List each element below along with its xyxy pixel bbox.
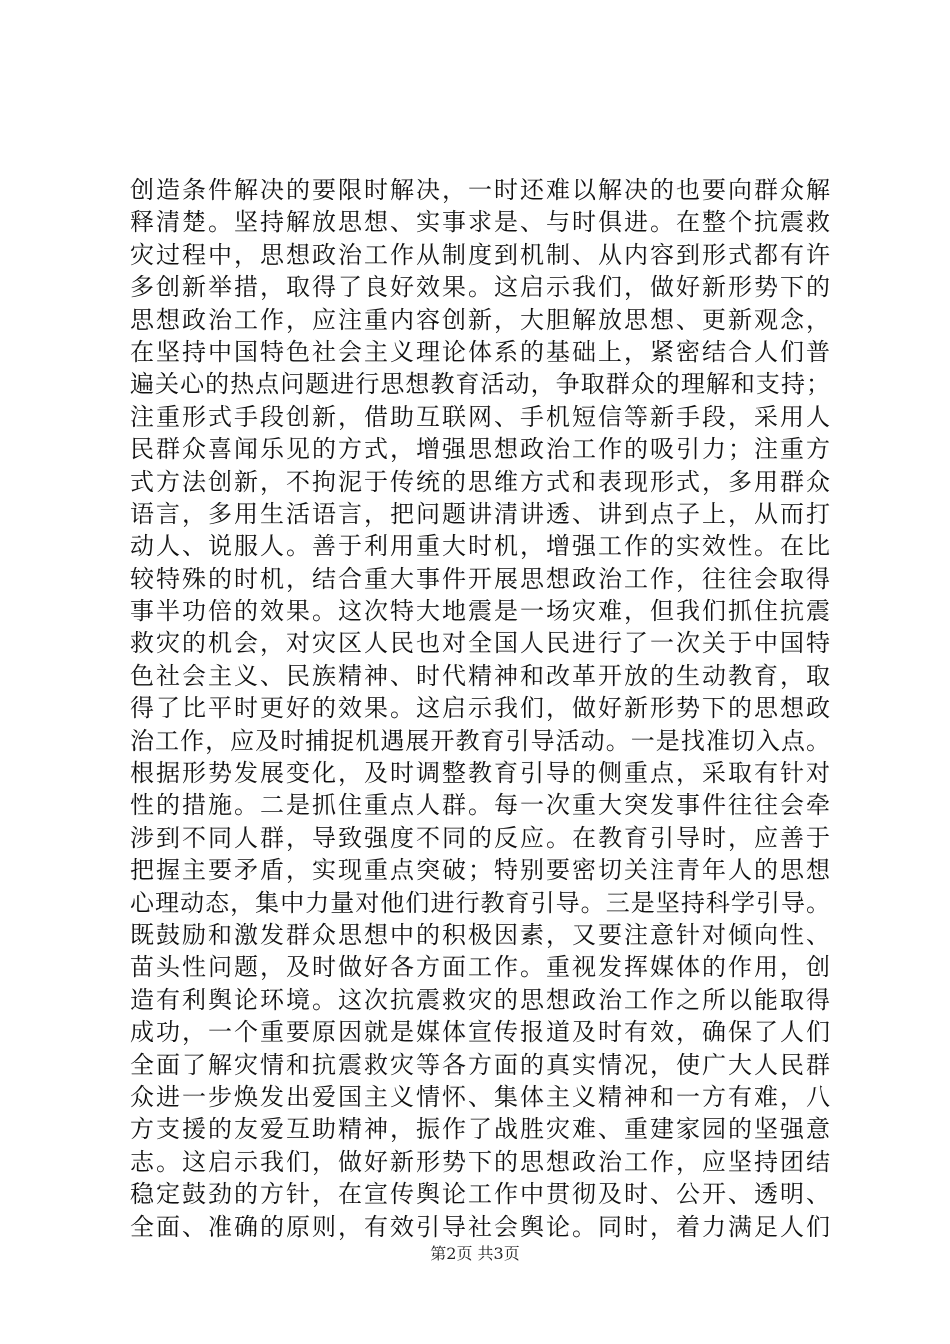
text-line: 民群众喜闻乐见的方式，增强思想政治工作的吸引力；注重方 xyxy=(130,435,830,464)
text-line: 心理动态，集中力量对他们进行教育引导。三是坚持科学引导。 xyxy=(130,888,830,917)
text-line: 语言，多用生活语言，把问题讲清讲透、讲到点子上，从而打 xyxy=(130,499,830,528)
text-line: 苗头性问题，及时做好各方面工作。重视发挥媒体的作用，创 xyxy=(130,953,830,982)
text-line: 根据形势发展变化，及时调整教育引导的侧重点，采取有针对 xyxy=(130,759,830,788)
text-line: 创造条件解决的要限时解决，一时还难以解决的也要向群众解 xyxy=(130,176,830,204)
text-line: 把握主要矛盾，实现重点突破；特别要密切关注青年人的思想 xyxy=(130,856,830,885)
text-line: 志。这启示我们，做好新形势下的思想政治工作，应坚持团结 xyxy=(130,1147,830,1176)
text-line: 性的措施。二是抓住重点人群。每一次重大突发事件往往会牵 xyxy=(130,791,830,820)
body-text xyxy=(130,174,830,1243)
text-line: 色社会主义、民族精神、时代精神和改革开放的生动教育，取 xyxy=(130,661,830,690)
text-line: 释清楚。坚持解放思想、实事求是、与时俱进。在整个抗震救 xyxy=(130,208,830,237)
page-footer: 第2页 共3页 xyxy=(430,1244,520,1263)
text-line: 较特殊的时机，结合重大事件开展思想政治工作，往往会取得 xyxy=(130,564,830,593)
text-line: 在坚持中国特色社会主义理论体系的基础上，紧密结合人们普 xyxy=(130,337,830,366)
text-line: 遍关心的热点问题进行思想教育活动，争取群众的理解和支持； xyxy=(130,370,830,399)
text-line: 注重形式手段创新，借助互联网、手机短信等新手段，采用人 xyxy=(130,402,830,431)
text-line: 思想政治工作，应注重内容创新，大胆解放思想、更新观念， xyxy=(130,305,830,334)
text-line: 全面了解灾情和抗震救灾等各方面的真实情况，使广大人民群 xyxy=(130,1050,830,1079)
text-line: 事半功倍的效果。这次特大地震是一场灾难，但我们抓住抗震 xyxy=(130,597,830,626)
text-line: 得了比平时更好的效果。这启示我们，做好新形势下的思想政 xyxy=(130,694,830,723)
text-line: 既鼓励和激发群众思想中的积极因素，又要注意针对倾向性、 xyxy=(130,920,830,949)
text-line: 全面、准确的原则，有效引导社会舆论。同时，着力满足人们 xyxy=(130,1212,830,1241)
text-line: 涉到不同人群，导致强度不同的反应。在教育引导时，应善于 xyxy=(130,823,830,852)
text-line: 治工作，应及时捕捉机遇展开教育引导活动。一是找准切入点。 xyxy=(130,726,830,755)
text-line: 稳定鼓劲的方针，在宣传舆论工作中贯彻及时、公开、透明、 xyxy=(130,1180,830,1209)
text-line: 众进一步焕发出爱国主义情怀、集体主义精神和一方有难，八 xyxy=(130,1082,830,1111)
text-line: 式方法创新，不拘泥于传统的思维方式和表现形式，多用群众 xyxy=(130,467,830,496)
text-line: 方支援的友爱互助精神，振作了战胜灾难、重建家园的坚强意 xyxy=(130,1115,830,1144)
text-line: 成功，一个重要原因就是媒体宣传报道及时有效，确保了人们 xyxy=(130,1018,830,1047)
text-line: 造有利舆论环境。这次抗震救灾的思想政治工作之所以能取得 xyxy=(130,985,830,1014)
text-line: 多创新举措，取得了良好效果。这启示我们，做好新形势下的 xyxy=(130,273,830,302)
text-line: 灾过程中，思想政治工作从制度到机制、从内容到形式都有许 xyxy=(130,240,830,269)
text-line: 动人、说服人。善于利用重大时机，增强工作的实效性。在比 xyxy=(130,532,830,561)
text-line: 救灾的机会，对灾区人民也对全国人民进行了一次关于中国特 xyxy=(130,629,830,658)
